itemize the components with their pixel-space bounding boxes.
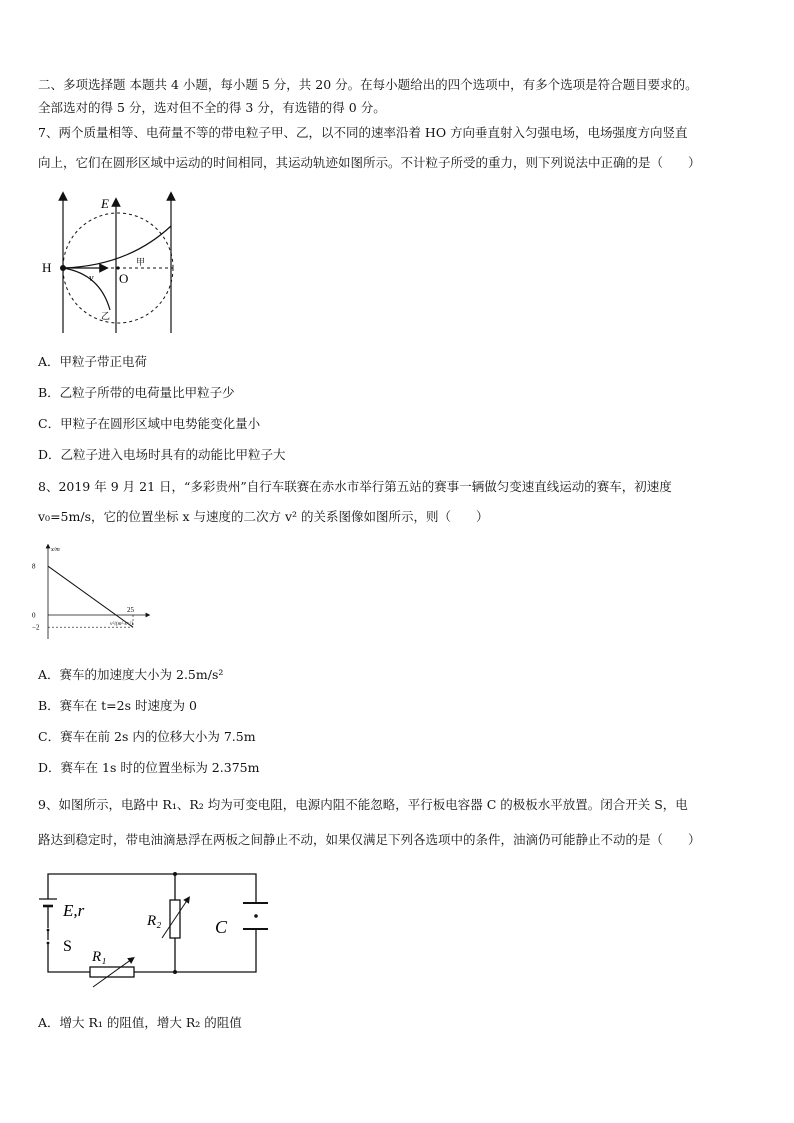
label-r1: R₁: [92, 949, 107, 965]
question-8-chart: [30, 542, 155, 642]
junction-bottom: [173, 970, 177, 974]
trajectory-jia: [63, 226, 171, 268]
label-v: v: [89, 273, 94, 284]
question-7-line-1: 7、两个质量相等、电荷量不等的带电粒子甲、乙，以不同的速率沿着 HO 方向垂直射入匀强电场，电场强度方向竖直: [38, 125, 688, 140]
junction-top: [173, 872, 177, 876]
question-7-figure: [38, 188, 198, 336]
section-header-line-1: 二、多项选择题 本题共 4 小题，每小题 5 分，共 20 分。在每小题给出的四个选项中，有多个选项是符合题目要求的。: [38, 77, 698, 92]
question-9-line-2: 路达到稳定时，带电油滴悬浮在两板之间静止不动，如果仅满足下列各选项中的条件，油滴仍可能静止不动的是（ ）: [38, 832, 701, 847]
question-9-circuit: [38, 866, 268, 996]
chart-y-tick-label: 8: [32, 562, 36, 571]
question-7-option-c: C．甲粒子在圆形区域中电势能变化量小: [38, 416, 261, 431]
question-8-option-b: B．赛车在 t=2s 时速度为 0: [38, 698, 197, 713]
chart-y-label: x/m: [51, 547, 60, 553]
label-o: O: [119, 271, 129, 286]
question-8-option-a: A．赛车的加速度大小为 2.5m/s²: [38, 667, 224, 682]
chart-x-tick-label: 25: [127, 606, 134, 614]
chart-y-tick-label: −2: [32, 623, 40, 632]
trajectory-yi: [63, 268, 110, 310]
label-s: S: [63, 938, 72, 955]
question-7-line-2: 向上，它们在圆形区域中运动的时间相同，其运动轨迹如图所示。不计粒子所受的重力，则下列说法中正确的是（ ）: [38, 155, 701, 170]
question-7-option-a: A．甲粒子带正电荷: [38, 354, 148, 369]
question-8-line-1: 8、2019 年 9 月 21 日，“多彩贵州”自行车联赛在赤水市举行第五站的赛事一辆做匀变速直线运动的赛车，初速度: [38, 479, 672, 494]
circuit-wire-top: [48, 874, 256, 903]
question-7-option-b: B．乙粒子所带的电荷量比甲粒子少: [38, 385, 235, 400]
question-9-option-a: A．增大 R₁ 的阻值，增大 R₂ 的阻值: [38, 1015, 242, 1030]
switch-symbol: [47, 929, 50, 945]
capacitor-symbol: [243, 903, 268, 929]
point-o: [116, 266, 119, 269]
question-8-option-d: D．赛车在 1s 时的位置坐标为 2.375m: [38, 760, 260, 775]
section-header-line-2: 全部选对的得 5 分，选对但不全的得 3 分，有选错的得 0 分。: [38, 100, 386, 115]
chart-x-label: v²/(m²·s⁻²): [110, 621, 133, 627]
battery-symbol: [39, 899, 57, 928]
label-c: C: [215, 917, 228, 937]
label-yi: 乙: [101, 311, 111, 321]
chart-data-line: [48, 566, 133, 627]
chart-y-tick-label: 0: [32, 611, 36, 620]
point-h: [60, 265, 66, 271]
label-er: E,r: [63, 901, 85, 920]
question-8-option-c: C．赛车在前 2s 内的位移大小为 7.5m: [38, 729, 256, 744]
label-e: E: [101, 196, 109, 211]
label-jia: 甲: [136, 257, 146, 267]
question-8-line-2: v₀=5m/s，它的位置坐标 x 与速度的二次方 v² 的关系图像如图所示，则（ ）: [38, 509, 489, 524]
question-9-line-1: 9、如图所示，电路中 R₁、R₂ 均为可变电阻，电源内阻不能忽略，平行板电容器 C 的极板水平放置。闭合开关 S，电: [38, 797, 688, 812]
r1-resistor: [90, 967, 134, 977]
question-7-option-d: D．乙粒子进入电场时具有的动能比甲粒子大: [38, 447, 286, 462]
circuit-wire-bottom-right: [134, 929, 256, 972]
label-h: H: [42, 260, 52, 275]
label-r2: R₂: [147, 913, 162, 929]
